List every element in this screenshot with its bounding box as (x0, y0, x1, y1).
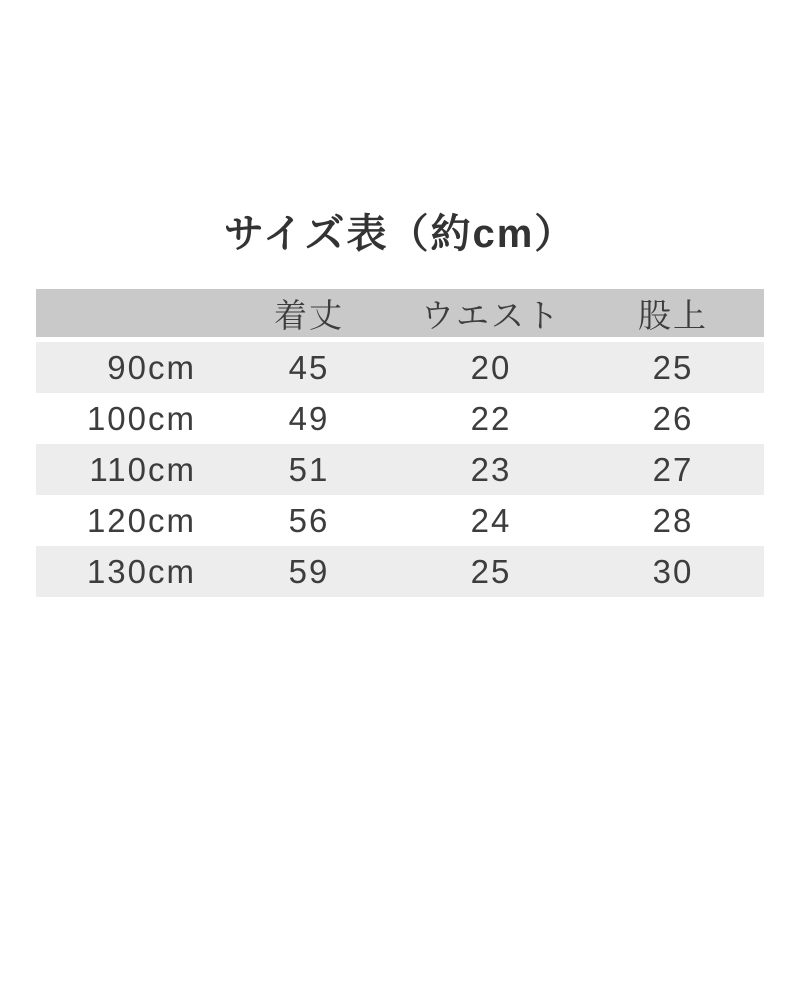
rise-cell: 26 (582, 393, 764, 444)
length-cell: 56 (218, 495, 400, 546)
rise-cell: 28 (582, 495, 764, 546)
size-table-container (36, 289, 764, 597)
size-cell: 130cm (36, 546, 218, 597)
table-row (36, 444, 764, 495)
column-header-size (36, 289, 218, 342)
size-cell: 90cm (36, 342, 218, 393)
waist-cell: 25 (400, 546, 582, 597)
size-table (36, 289, 764, 597)
length-cell: 51 (218, 444, 400, 495)
size-cell: 110cm (36, 444, 218, 495)
size-cell: 100cm (36, 393, 218, 444)
column-header-rise: 股上 (582, 289, 764, 342)
length-cell: 49 (218, 393, 400, 444)
table-row (36, 342, 764, 393)
waist-cell: 20 (400, 342, 582, 393)
waist-cell: 22 (400, 393, 582, 444)
column-header-waist: ウエスト (400, 289, 582, 342)
header-row (36, 289, 764, 342)
column-header-length: 着丈 (218, 289, 400, 342)
size-table-header (36, 289, 764, 342)
size-chart-title: サイズ表（約cm） (223, 212, 577, 256)
rise-cell: 25 (582, 342, 764, 393)
waist-cell: 24 (400, 495, 582, 546)
size-table-body (36, 342, 764, 597)
table-row (36, 393, 764, 444)
length-cell: 45 (218, 342, 400, 393)
table-row (36, 495, 764, 546)
waist-cell: 23 (400, 444, 582, 495)
length-cell: 59 (218, 546, 400, 597)
rise-cell: 30 (582, 546, 764, 597)
size-cell: 120cm (36, 495, 218, 546)
table-row (36, 546, 764, 597)
rise-cell: 27 (582, 444, 764, 495)
